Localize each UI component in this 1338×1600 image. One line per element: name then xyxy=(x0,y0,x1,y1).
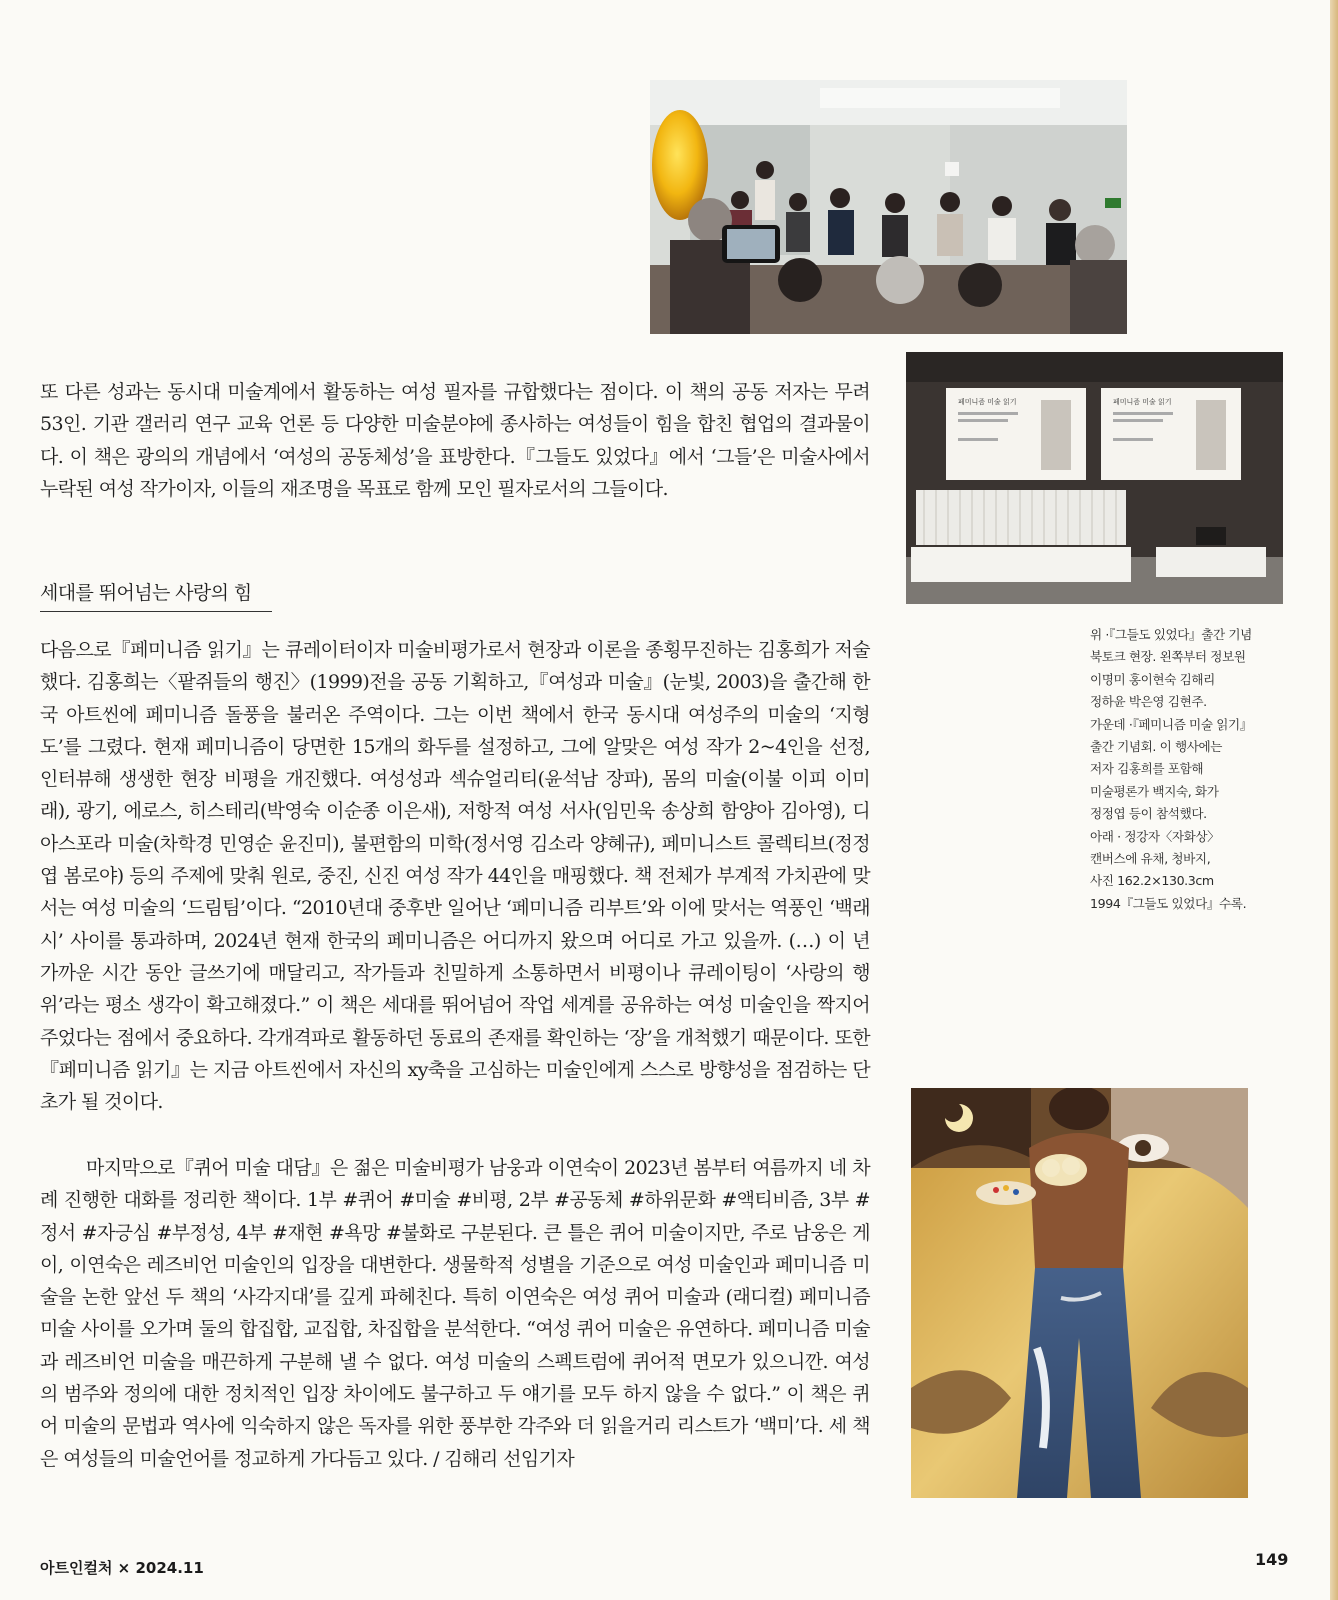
book-launch-photo xyxy=(906,352,1283,604)
paragraph-2-text: 다음으로『페미니즘 읽기』는 큐레이터이자 미술비평가로서 현장과 이론을 종횡무진하는 김홍희가 저술했다. 김홍희는〈팥쥐들의 행진〉(1999)전을 공동 기획하고,『여성과 미술』(눈빛, 2003)을 출간해 한국 아트씬에 페미니즘 돌풍을 불러온 주역이다. 그는 이번 책에서 한국 동시대 여성주의 미술의 ‘지형도’를 그렸다. 현재 페미니즘이 당면한 15개의 화두를 설정하고, 그에 알맞은 여성 작가 2~4인을 선정, 인터뷰해 생생한 현장 비평을 개진했다. 여성성과 섹슈얼리티(윤석남 장파), 몸의 미술(이불 이피 이미래), 광기, 에로스, 히스테리(박영숙 이순종 이은새), 저항적 여성 서사(임민욱 송상희 함양아 김아영), 디아스포라 미술(차학경 민영순 윤진미), 불편함의 미학(정서영 김소라 양혜규), 페미니스트 콜렉티브(정정엽 봄로야) 등의 주제에 맞춰 원로, 중진, 신진 여성 작가 44인을 매핑했다. 책 전체가 부계적 가치관에 맞서는 여성 미술의 ‘드림팀’이다. “2010년대 중후반 일어난 ‘페미니즘 리부트’와 이에 맞서는 역풍인 ‘백래시’ 사이를 통과하며, 2024년 현재 한국의 페미니즘은 어디까지 왔으며 어디로 가고 있을까. (…) 이 년 가까운 시간 동안 글쓰기에 매달리고, 작가들과 친밀하게 소통하면서 비평이나 큐레이팅이 ‘사랑의 행위’라는 평소 생각이 확고해졌다.” 이 책은 세대를 뛰어넘어 작업 세계를 공유하는 여성 미술인을 짝지어 주었다는 점에서 중요하다. 각개격파로 활동하던 동료의 존재를 확인하는 ‘장’을 개척했기 때문이다. 또한『페미니즘 읽기』는 지금 아트씬에서 자신의 xy축을 고심하는 미술인에게 스스로 방향성을 점검하는 단초가 될 것이다. xyxy=(40,639,870,1114)
paragraph-1-text: 또 다른 성과는 동시대 미술계에서 활동하는 여성 필자를 규합했다는 점이다. 이 책의 공동 저자는 무려 53인. 기관 갤러리 연구 교육 언론 등 다양한 미술분야에 종사하는 여성들이 힘을 합친 협업의 결과물이다. 이 책은 광의의 개념에서 ‘여성의 공동체성’을 표방한다.『그들도 있었다』에서 ‘그들’은 미술사에서 누락된 여성 작가이자, 이들의 재조명을 목표로 함께 모인 필자로서의 그들이다. xyxy=(40,381,870,500)
article-paragraph-3 xyxy=(40,1152,870,1475)
banner-2-title: 페미니즘 미술 읽기 xyxy=(1113,398,1172,406)
page-number: 149 xyxy=(1255,1550,1289,1569)
page-edge-decoration xyxy=(1330,0,1338,1600)
paragraph-3-text: 마지막으로『퀴어 미술 대담』은 젊은 미술비평가 남웅과 이연숙이 2023년 봄부터 여름까지 네 차례 진행한 대화를 정리한 책이다. 1부 #퀴어 #미술 #비평, 2부 #공동체 #하위문화 #액티비즘, 3부 #정서 #자긍심 #부정성, 4부 #재현 #욕망 #불화로 구분된다. 큰 틀은 퀴어 미술이지만, 주로 남웅은 게이, 이연숙은 레즈비언 미술인의 입장을 대변한다. 생물학적 성별을 기준으로 여성 미술인과 페미니즘 미술을 논한 앞선 두 책의 ‘사각지대’를 깊게 파헤친다. 특히 이연숙은 여성 퀴어 미술과 (래디컬) 페미니즘 미술 사이를 오가며 둘의 합집합, 교집합, 차집합을 분석한다. “여성 퀴어 미술은 유연하다. 페미니즘 미술과 레즈비언 미술을 매끈하게 구분해 낼 수 없다. 여성 미술의 스펙트럼에 퀴어적 면모가 있으니깐. 여성의 범주와 정의에 대한 정치적인 입장 차이에도 불구하고 두 얘기를 모두 하지 않을 수 없다.” 이 책은 퀴어 미술의 문법과 역사에 익숙하지 않은 독자를 위한 풍부한 각주와 더 읽을거리 리스트가 ‘백미’다. 세 책은 여성들의 미술언어를 정교하게 가다듬고 있다. / 김해리 선임기자 xyxy=(40,1157,870,1470)
photo-caption: 위 ·『그들도 있었다』출간 기념 북토크 현장. 왼쪽부터 정보원 이명미 홍이현숙 김해리 정하윤 박은영 김현주. 가운데 ·『페미니즘 미술 읽기』 출간 기념회. 이 행사에는 저자 김홍희를 포함해 미술평론가 백지숙, 화가 정정엽 등이 참석했다. 아래 · 정강자〈자화상〉 캔버스에 유채, 청바지, 사진 162.2×130.3cm 1994『그들도 있었다』수록. xyxy=(1090,627,1252,911)
book-talk-photo xyxy=(650,80,1127,334)
self-portrait-painting xyxy=(911,1088,1248,1498)
article-paragraph-2 xyxy=(40,634,870,1118)
article-paragraph-1 xyxy=(40,376,870,505)
banner-1-title: 페미니즘 미술 읽기 xyxy=(958,398,1017,406)
magazine-footer: 아트인컬처 × 2024.11 xyxy=(40,1559,204,1577)
section-heading: 세대를 뛰어넘는 사랑의 힘 xyxy=(40,578,272,612)
